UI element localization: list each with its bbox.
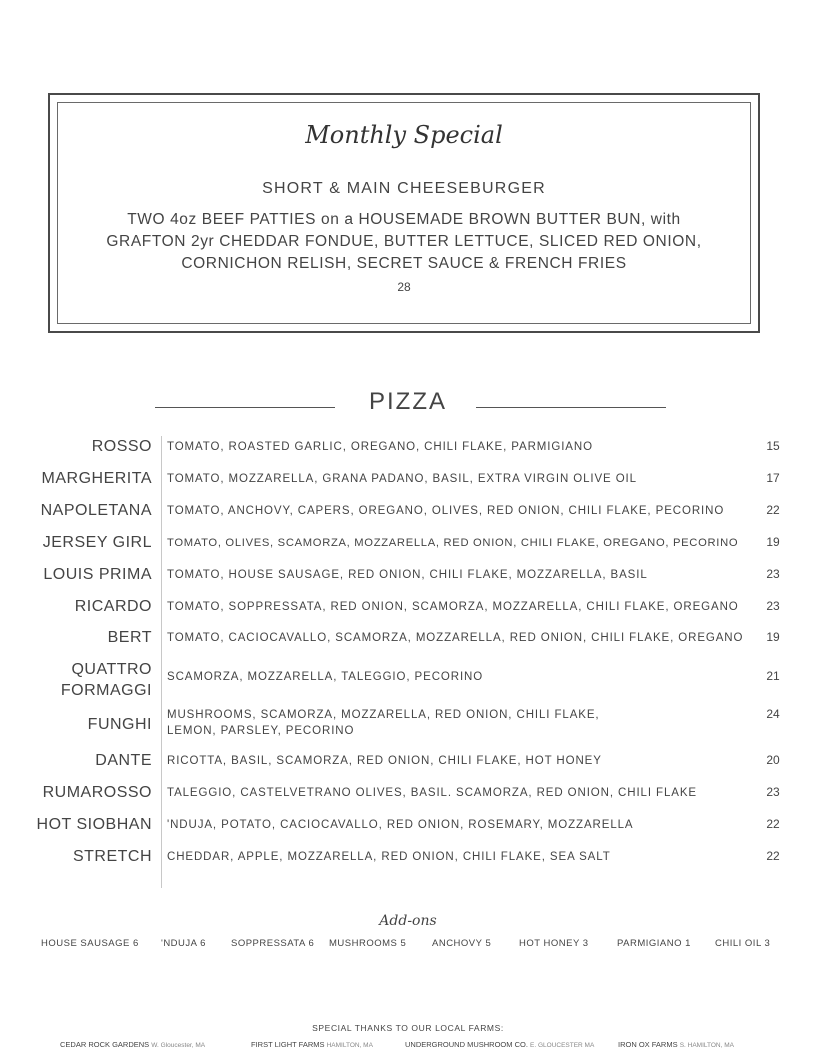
item-description: TOMATO, MOZZARELLA, GRANA PADANO, BASIL, EXTRA VIRGIN OLIVE OIL xyxy=(167,473,637,485)
addon-item: PARMIGIANO 1 xyxy=(617,938,691,949)
item-price: 21 xyxy=(766,669,780,683)
farm-name: FIRST LIGHT FARMS xyxy=(251,1040,325,1049)
farm-location: HAMILTON, MA xyxy=(326,1042,373,1049)
item-description: TALEGGIO, CASTELVETRANO OLIVES, BASIL. SCAMORZA, RED ONION, CHILI FLAKE xyxy=(167,787,697,799)
farm-entry xyxy=(618,1040,734,1049)
item-name: FUNGHI xyxy=(87,716,152,733)
special-dish-name: SHORT & MAIN CHEESEBURGER xyxy=(262,180,546,197)
farm-location: W. Gloucester, MA xyxy=(151,1042,206,1049)
item-name: NAPOLETANA xyxy=(40,502,152,519)
special-description xyxy=(80,209,728,275)
addon-item: HOUSE SAUSAGE 6 xyxy=(41,938,139,949)
item-description: CHEDDAR, APPLE, MOZZARELLA, RED ONION, CHILI FLAKE, SEA SALT xyxy=(167,851,611,863)
farm-name: CEDAR ROCK GARDENS xyxy=(60,1040,150,1049)
farms-thanks-heading: SPECIAL THANKS TO OUR LOCAL FARMS: xyxy=(312,1023,504,1033)
item-description: TOMATO, SOPPRESSATA, RED ONION, SCAMORZA, MOZZARELLA, CHILI FLAKE, OREGANO xyxy=(167,601,739,613)
item-description: TOMATO, CACIOCAVALLO, SCAMORZA, MOZZARELLA, RED ONION, CHILI FLAKE, OREGANO xyxy=(167,632,744,644)
item-price: 24 xyxy=(766,707,780,721)
farm-entry xyxy=(405,1040,594,1049)
special-description-line: TWO 4oz BEEF PATTIES on a HOUSEMADE BROWN BUTTER BUN, with xyxy=(127,211,681,228)
item-price: 23 xyxy=(766,785,780,799)
special-description-line: GRAFTON 2yr CHEDDAR FONDUE, BUTTER LETTUCE, SLICED RED ONION, xyxy=(106,233,702,250)
item-name: BERT xyxy=(107,629,152,646)
item-price: 22 xyxy=(766,849,780,863)
menu-divider-line xyxy=(161,436,162,888)
addon-item: HOT HONEY 3 xyxy=(519,938,589,949)
item-price: 23 xyxy=(766,599,780,613)
addon-item: SOPPRESSATA 6 xyxy=(231,938,315,949)
item-price: 15 xyxy=(766,439,780,453)
special-title: Monthly Special xyxy=(305,121,503,149)
heading-rule-right xyxy=(476,407,666,408)
item-name: RICARDO xyxy=(74,598,152,615)
farm-entry xyxy=(251,1040,373,1049)
addons-list xyxy=(0,938,816,952)
farm-entry xyxy=(60,1040,205,1049)
item-description: 'NDUJA, POTATO, CACIOCAVALLO, RED ONION, ROSEMARY, MOZZARELLA xyxy=(167,819,634,831)
item-name: DANTE xyxy=(95,752,152,769)
addon-item: CHILI OIL 3 xyxy=(715,938,771,949)
item-name: MARGHERITA xyxy=(41,470,152,487)
item-price: 20 xyxy=(766,753,780,767)
item-description: TOMATO, OLIVES, SCAMORZA, MOZZARELLA, RED ONION, CHILI FLAKE, OREGANO, PECORINO xyxy=(167,537,739,549)
item-price: 17 xyxy=(766,471,780,485)
addon-item: 'NDUJA 6 xyxy=(161,938,206,949)
farm-name: IRON OX FARMS xyxy=(618,1040,678,1049)
farm-name: UNDERGROUND MUSHROOM CO. xyxy=(405,1040,528,1049)
item-name: JERSEY GIRL xyxy=(42,534,152,551)
item-name: ROSSO xyxy=(91,438,152,455)
addon-item: ANCHOVY 5 xyxy=(432,938,492,949)
special-price: 28 xyxy=(397,280,411,294)
addons-title: Add-ons xyxy=(379,913,437,929)
monthly-special-box xyxy=(48,93,760,333)
item-name: RUMAROSSO xyxy=(42,784,152,801)
item-price: 22 xyxy=(766,503,780,517)
item-description: MUSHROOMS, SCAMORZA, MOZZARELLA, RED ONION, CHILI FLAKE, LEMON, PARSLEY, PECORINO xyxy=(167,709,600,737)
addon-item: MUSHROOMS 5 xyxy=(329,938,407,949)
item-description: TOMATO, ROASTED GARLIC, OREGANO, CHILI FLAKE, PARMIGIANO xyxy=(167,441,593,453)
item-name: LOUIS PRIMA xyxy=(43,566,152,583)
item-price: 19 xyxy=(766,535,780,549)
item-price: 22 xyxy=(766,817,780,831)
item-name: STRETCH xyxy=(72,848,152,865)
farms-list xyxy=(0,1040,816,1052)
item-description: TOMATO, HOUSE SAUSAGE, RED ONION, CHILI FLAKE, MOZZARELLA, BASIL xyxy=(167,569,648,581)
farm-location: S. HAMILTON, MA xyxy=(679,1042,734,1049)
item-price: 19 xyxy=(766,630,780,644)
item-price: 23 xyxy=(766,567,780,581)
item-description: SCAMORZA, MOZZARELLA, TALEGGIO, PECORINO xyxy=(167,671,484,683)
special-description-line: CORNICHON RELISH, SECRET SAUCE & FRENCH FRIES xyxy=(181,255,627,272)
item-description: RICOTTA, BASIL, SCAMORZA, RED ONION, CHILI FLAKE, HOT HONEY xyxy=(167,755,602,767)
farm-location: E. GLOUCESTER MA xyxy=(530,1042,595,1049)
item-name: QUATTRO FORMAGGI xyxy=(60,661,152,699)
pizza-heading: PIZZA xyxy=(368,388,447,415)
item-name: HOT SIOBHAN xyxy=(36,816,152,833)
item-description: TOMATO, ANCHOVY, CAPERS, OREGANO, OLIVES, RED ONION, CHILI FLAKE, PECORINO xyxy=(167,505,725,517)
